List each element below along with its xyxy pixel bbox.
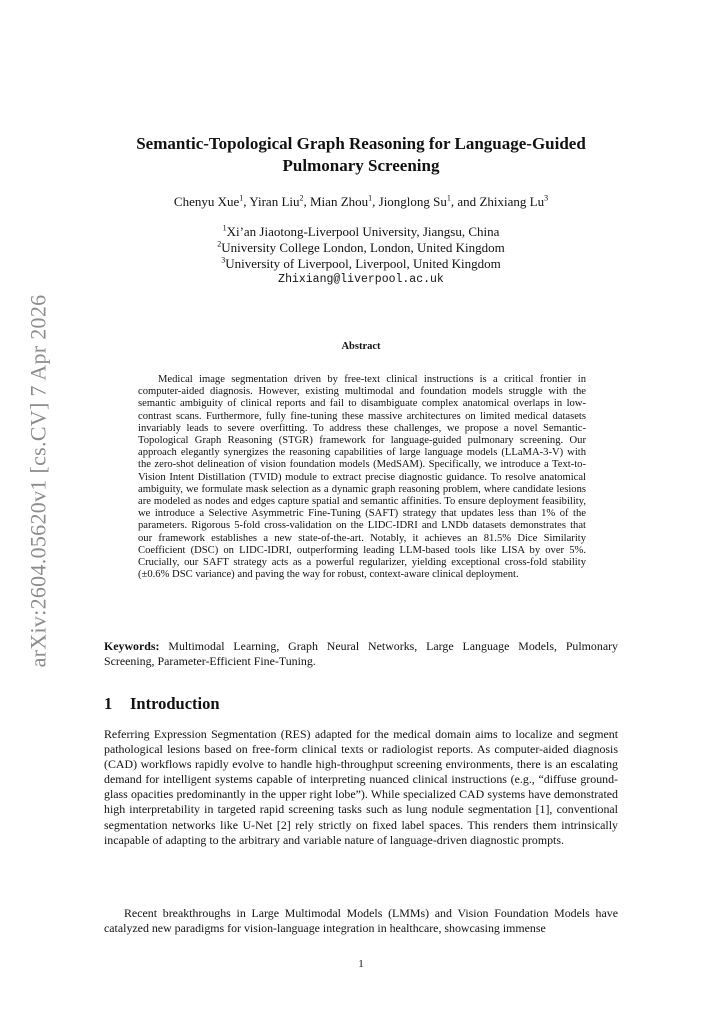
author-name: Mian Zhou (310, 194, 369, 209)
affiliation-text: University College London, London, United Kingdom (221, 240, 505, 255)
abstract-heading: Abstract (341, 341, 381, 352)
affiliation-number: 3 (221, 255, 226, 265)
section-number: 1 (104, 694, 113, 713)
body-paragraph: Referring Expression Segmentation (RES) adapted for the medical domain aims to localize and segment pathological lesions based on free-form clinical texts or radiologist reports. As computer-aided diagnosis (CAD) workflows rapidly evolve to handle high-throughput screening environments, there is an escalating demand for intelligent systems capable of interpreting nuanced clinical instructions (e.g., “diffuse ground-glass opacities predominantly in the upper right lobe”). While specialized CAD systems have demonstrated high interpretability in targeted rapid screening tasks such as lung nodule segmentation [1], conventional segmentation networks like U-Net [2] rely strictly on fixed label spaces. This renders them intrinsically incapable of adapting to the arbitrary and variable nature of language-driven diagnostic prompts. (104, 727, 618, 847)
arxiv-identifier-text: arXiv:2604.05620v1 [cs.CV] 7 Apr 2026 (25, 294, 50, 668)
author-affiliation-mark: 1 (446, 193, 451, 203)
affiliation-text: Xi’an Jiaotong-Liverpool University, Jiangsu, China (226, 224, 500, 239)
keywords (104, 639, 618, 670)
author-list (104, 193, 618, 210)
keywords-text: Multimodal Learning, Graph Neural Networks, Large Language Models, Pulmonary Screening, Parameter-Efficient Fine-Tuning. (104, 639, 618, 669)
arxiv-identifier-stamp (20, 294, 56, 668)
affiliation-list (104, 224, 618, 288)
author-separator: , (303, 194, 310, 209)
author-affiliation-mark: 1 (239, 193, 244, 203)
abstract-text: Medical image segmentation driven by free-text clinical instructions is a critical frontier in computer-aided diagnosis. However, existing multimodal and foundation models struggle with the semantic ambiguity of clinical reports and fail to disambiguate complex anatomical overlaps in low-contrast scans. Furthermore, fully fine-tuning these massive architectures on limited medical datasets invariably leads to severe overfitting. To address these challenges, we propose a novel Semantic-Topological Graph Reasoning (STGR) framework for language-guided pulmonary screening. Our approach elegantly synergizes the reasoning capabilities of large language models (LLaMA-3-V) with the zero-shot delineation of vision foundation models (MedSAM). Specifically, we introduce a Text-to-Vision Intent Distillation (TVID) module to extract precise diagnostic guidance. To resolve anatomical ambiguity, we formulate mask selection as a dynamic graph reasoning problem, where candidate lesions are modeled as nodes and edges capture spatial and semantic affinities. To ensure deployment feasibility, we introduce a Selective Asymmetric Fine-Tuning (SAFT) strategy that updates less than 1% of the parameters. Rigorous 5-fold cross-validation on the LIDC-IDRI and LNDb datasets demonstrates that our framework establishes a new state-of-the-art. Notably, it achieves an 81.5% Dice Similarity Coefficient (DSC) on LIDC-IDRI, outperforming leading LLM-based tools like LISA by over 5%. Crucially, our SAFT strategy acts as a powerful regularizer, yielding exceptional cross-fold stability (±0.6% DSC variance) and paving the way for robust, context-aware clinical deployment. (138, 374, 586, 581)
author-separator: , and (450, 194, 480, 209)
author-separator: , (372, 194, 379, 209)
page-number: 1 (358, 958, 364, 970)
affiliation-text: University of Liverpool, Liverpool, United Kingdom (225, 256, 501, 271)
author-name: Zhixiang Lu (479, 194, 545, 209)
section-title: Introduction (130, 694, 220, 713)
keywords-label: Keywords: (104, 639, 160, 653)
author-affiliation-mark: 1 (368, 193, 373, 203)
author-name: Chenyu Xue (173, 194, 240, 209)
affiliation (104, 256, 618, 272)
author-name: Jionglong Su (378, 194, 447, 209)
affiliation-number: 2 (217, 239, 222, 249)
contact-email: Zhixiang@liverpool.ac.uk (278, 273, 444, 286)
author (379, 194, 480, 209)
author-separator: , (243, 194, 250, 209)
author-affiliation-mark: 3 (544, 193, 549, 203)
author-affiliation-mark: 2 (299, 193, 304, 203)
author (249, 194, 310, 209)
affiliation (104, 224, 618, 240)
author (310, 194, 379, 209)
paper-title: Semantic-Topological Graph Reasoning for Language-Guided Pulmonary Screening (136, 134, 586, 175)
author (479, 194, 548, 209)
body-paragraph: Recent breakthroughs in Large Multimodal Models (LMMs) and Vision Foundation Models have catalyzed new paradigms for vision-language integration in healthcare, showcasing immense (104, 906, 618, 936)
affiliation (104, 240, 618, 256)
author (174, 194, 249, 209)
affiliation-number: 1 (222, 223, 227, 233)
section-heading-introduction (104, 694, 618, 714)
author-name: Yiran Liu (249, 194, 300, 209)
